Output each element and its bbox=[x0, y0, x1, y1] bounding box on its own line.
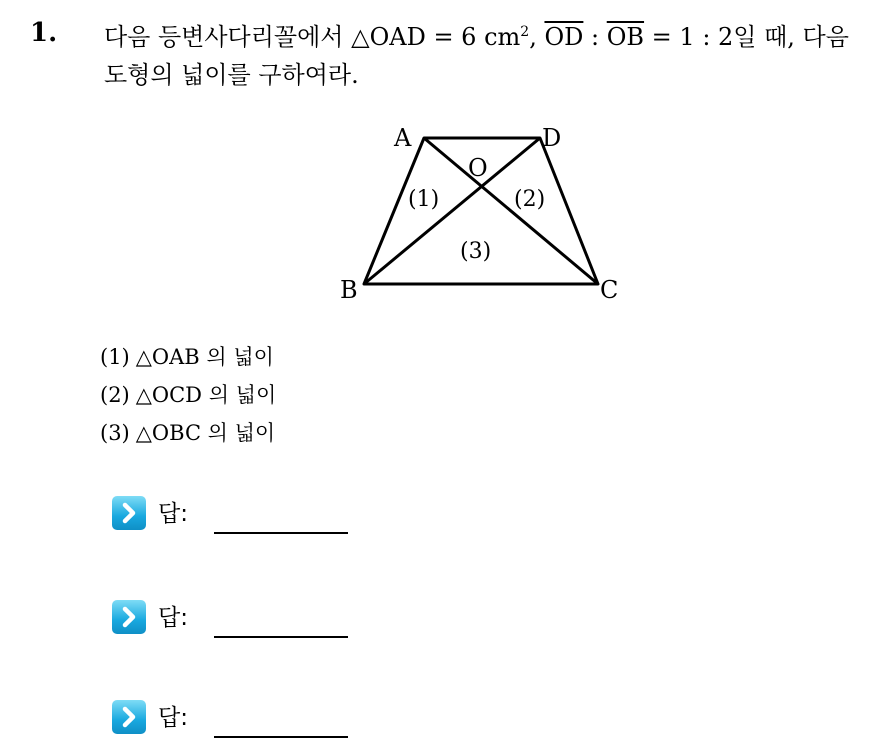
answer-label: 답: bbox=[158, 605, 188, 631]
answer-blank-2[interactable] bbox=[214, 636, 348, 638]
subquestion-number: (3) bbox=[100, 421, 130, 445]
vertex-label-d: D bbox=[542, 124, 562, 152]
answer-label: 답: bbox=[158, 705, 188, 731]
stem-line-2: 도형의 넓이를 구하여라. bbox=[104, 61, 359, 89]
intersection-label-o: O bbox=[468, 154, 488, 182]
vertex-label-a: A bbox=[394, 124, 412, 152]
answer-blank-3[interactable] bbox=[214, 736, 348, 738]
segment-od: $\overline{OD}$ bbox=[544, 23, 584, 51]
comma: , bbox=[529, 23, 545, 51]
chevron-right-icon bbox=[112, 700, 146, 734]
answer-row-2 bbox=[112, 600, 412, 640]
answer-label: 답: bbox=[158, 501, 188, 527]
subquestion-2 bbox=[100, 376, 276, 414]
stem-prefix: 다음 등변사다리꼴에서 bbox=[104, 23, 352, 51]
vertex-label-c: C bbox=[600, 276, 619, 304]
chevron-right-icon bbox=[112, 600, 146, 634]
stem-suffix: = 1 : 2일 때, 다음 bbox=[644, 23, 849, 51]
answer-row-1 bbox=[112, 496, 412, 536]
chevron-right-icon bbox=[112, 496, 146, 530]
question-number: 1. bbox=[30, 18, 58, 48]
subquestion-1 bbox=[100, 338, 276, 376]
stem-line-1 bbox=[104, 18, 874, 56]
vertex-label-b: B bbox=[340, 276, 358, 304]
subquestion-3 bbox=[100, 414, 276, 452]
subquestion-list bbox=[100, 338, 276, 452]
region-label-1: (1) bbox=[408, 187, 440, 212]
trapezoid-diagram bbox=[330, 108, 630, 308]
triangle-oad-expr: △OAD = 6 cm bbox=[351, 23, 521, 51]
subquestion-number: (2) bbox=[100, 383, 130, 407]
ratio-colon: : bbox=[583, 23, 607, 51]
region-label-3: (3) bbox=[460, 239, 492, 264]
answer-blank-1[interactable] bbox=[214, 532, 348, 534]
segment-ob: $\overline{OB}$ bbox=[606, 23, 645, 51]
subquestion-text: △OBC 의 넓이 bbox=[135, 421, 276, 445]
trapezoid-figure bbox=[330, 108, 630, 308]
subquestion-number: (1) bbox=[100, 345, 130, 369]
subquestion-text: △OAB 의 넓이 bbox=[135, 345, 274, 369]
answer-row-3 bbox=[112, 700, 412, 740]
subquestion-text: △OCD 의 넓이 bbox=[135, 383, 277, 407]
region-label-2: (2) bbox=[514, 187, 546, 212]
exponent-2: 2 bbox=[520, 24, 530, 40]
question-stem bbox=[104, 18, 874, 94]
